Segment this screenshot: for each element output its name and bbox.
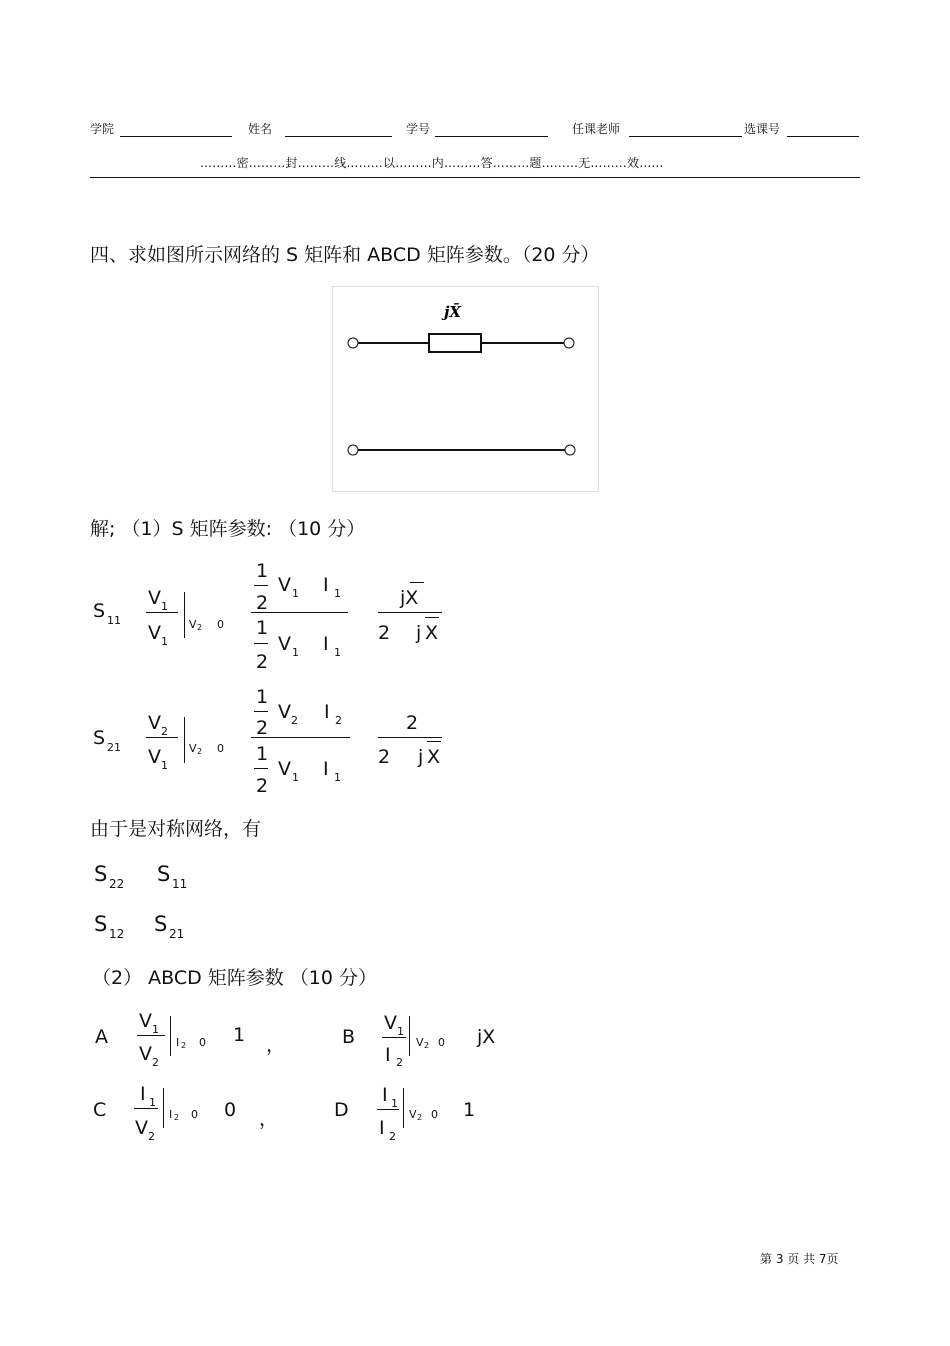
s11-v1b: V — [278, 633, 291, 655]
d-num-i: I — [382, 1084, 388, 1106]
port2-top-terminal — [564, 338, 574, 348]
c-den-v: V — [135, 1117, 148, 1139]
b-den-sub: 2 — [396, 1056, 403, 1069]
s11-i1b-sub: 1 — [334, 646, 341, 659]
s11-frac-bar — [146, 612, 178, 613]
s21-v2-sub: 2 — [291, 714, 298, 727]
s11-half-bar — [254, 585, 268, 586]
s22-rhs-sub: 11 — [172, 877, 188, 891]
c-eval-bar — [163, 1088, 164, 1128]
d-frac-bar — [377, 1109, 399, 1110]
s11-result-num: jX — [400, 587, 419, 609]
a-cond-i: I — [176, 1036, 180, 1049]
c-cond-sub: 2 — [174, 1113, 180, 1122]
student-id-blank[interactable] — [435, 136, 548, 137]
b-num-sub: 1 — [397, 1025, 404, 1038]
s21-result-bar — [378, 737, 442, 738]
a-cond-val: 0 — [199, 1036, 206, 1049]
s21-main-bar — [251, 737, 350, 738]
name-blank[interactable] — [285, 136, 392, 137]
s21-v1: V — [278, 758, 291, 780]
s21-half2-bar — [254, 768, 268, 769]
s11-result-num-overline — [410, 582, 424, 583]
s22-symbol: S — [94, 862, 108, 886]
a-den-v: V — [139, 1043, 152, 1065]
c-num-sub: 1 — [149, 1096, 156, 1109]
s11-half2-bar — [254, 643, 268, 644]
d-cond-v: V — [409, 1108, 417, 1121]
course-no-blank[interactable] — [787, 136, 859, 137]
teacher-blank[interactable] — [629, 136, 742, 137]
d-den-i: I — [379, 1117, 385, 1139]
s11-i1-sub: 1 — [334, 587, 341, 600]
b-frac-bar — [382, 1037, 406, 1038]
s21-half2-den: 2 — [256, 775, 269, 797]
s11-eval-bar — [184, 592, 185, 638]
b-value: jX — [477, 1026, 496, 1048]
s11-v1b-sub: 1 — [292, 646, 299, 659]
d-cond-sub: 2 — [417, 1113, 423, 1122]
s-matrix-heading: 解; （1）S 矩阵参数: （10 分） — [90, 518, 366, 540]
port1-bottom-terminal — [348, 445, 358, 455]
s21-half-den: 2 — [256, 717, 269, 739]
college-label: 学院 — [90, 122, 115, 136]
abcd-c-label: C — [93, 1099, 107, 1121]
s21-cond-val: 0 — [217, 742, 224, 755]
b-eval-bar — [409, 1016, 410, 1056]
s11-sub: 11 — [107, 614, 121, 627]
port1-top-terminal — [348, 338, 358, 348]
b-cond-v: V — [416, 1036, 424, 1049]
s11-num-sub: 1 — [161, 600, 168, 613]
c-comma: ， — [259, 1108, 279, 1130]
s11-num-v: V — [148, 587, 161, 609]
s11-result-den-j: j — [416, 622, 422, 644]
s11-half2-num: 1 — [256, 617, 269, 639]
s21-i1: I — [323, 758, 329, 780]
s12-rhs-symbol: S — [154, 912, 168, 936]
abcd-a-label: A — [95, 1026, 108, 1048]
d-value: 1 — [463, 1099, 476, 1121]
s21-half-num: 1 — [256, 686, 269, 708]
d-eval-bar — [403, 1088, 404, 1128]
a-comma: ， — [266, 1034, 286, 1056]
abcd-d-label: D — [334, 1099, 349, 1121]
s11-v1: V — [278, 574, 291, 596]
s21-result-den-2: 2 — [378, 746, 391, 768]
s21-den-sub: 1 — [161, 759, 168, 772]
s21-result-den-overline — [427, 741, 441, 742]
a-num-sub: 1 — [152, 1023, 159, 1036]
s12-rhs-sub: 21 — [169, 927, 185, 941]
name-label: 姓名 — [248, 122, 273, 136]
abcd-b-label: B — [342, 1026, 356, 1048]
c-cond-i: I — [169, 1108, 173, 1121]
a-eval-bar — [170, 1016, 171, 1056]
s11-cond-v: V — [189, 618, 197, 631]
s22-rhs-symbol: S — [157, 862, 171, 886]
s11-result-den-overline — [425, 617, 439, 618]
s11-den-sub: 1 — [161, 635, 168, 648]
d-den-sub: 2 — [389, 1130, 396, 1143]
s11-den-v: V — [148, 622, 161, 644]
circuit-figure — [332, 286, 600, 492]
s11-half-num: 1 — [256, 560, 269, 582]
reactance-label: jX̄ — [444, 303, 462, 321]
teacher-label: 任课老师 — [572, 122, 621, 136]
s21-i2-sub: 2 — [335, 714, 342, 727]
s11-result-bar — [378, 612, 442, 613]
s11-result-den-2: 2 — [378, 622, 391, 644]
s21-i1-sub: 1 — [334, 771, 341, 784]
s12-symbol: S — [94, 912, 108, 936]
s21-half2-num: 1 — [256, 743, 269, 765]
seal-line-text: ………密………封………线………以………内………答………题………无………效…… — [200, 156, 664, 170]
question-title: 四、求如图所示网络的 S 矩阵和 ABCD 矩阵参数。（20 分） — [90, 244, 600, 266]
page-number: 第 3 页 共 7页 — [760, 1252, 839, 1266]
s21-eval-bar — [184, 717, 185, 763]
student-id-label: 学号 — [406, 122, 431, 136]
s21-frac-bar — [146, 737, 178, 738]
course-no-label: 选课号 — [744, 122, 781, 136]
a-cond-sub: 2 — [181, 1041, 187, 1050]
seal-rule — [90, 177, 860, 178]
s22-sub: 22 — [109, 877, 125, 891]
s21-half-bar — [254, 711, 268, 712]
reactance-element — [429, 334, 481, 352]
s21-cond-sub: 2 — [197, 747, 203, 756]
d-cond-val: 0 — [431, 1108, 438, 1121]
c-value: 0 — [224, 1099, 237, 1121]
b-den-i: I — [385, 1044, 391, 1066]
d-num-sub: 1 — [391, 1097, 398, 1110]
b-cond-sub: 2 — [424, 1041, 430, 1050]
s11-result-den-x: X — [425, 622, 439, 644]
b-num-v: V — [384, 1012, 397, 1034]
s11-symbol: S — [93, 600, 106, 622]
s21-v1-sub: 1 — [292, 771, 299, 784]
s21-i2: I — [324, 701, 330, 723]
a-frac-bar — [137, 1035, 165, 1036]
s21-v2: V — [278, 701, 291, 723]
symmetric-note: 由于是对称网络，有 — [90, 818, 262, 840]
college-blank[interactable] — [120, 136, 232, 137]
s11-main-bar — [251, 612, 348, 613]
s11-v1-sub: 1 — [292, 587, 299, 600]
s21-symbol: S — [93, 727, 106, 749]
c-num-i: I — [140, 1083, 146, 1105]
s11-half2-den: 2 — [256, 651, 269, 673]
s11-i1: I — [323, 574, 329, 596]
c-frac-bar — [134, 1108, 158, 1109]
b-cond-val: 0 — [438, 1036, 445, 1049]
s21-result-den-j: j — [418, 746, 424, 768]
s11-cond-val: 0 — [217, 618, 224, 631]
figure-frame — [333, 287, 599, 492]
a-den-sub: 2 — [152, 1056, 159, 1069]
s21-result-num: 2 — [406, 712, 419, 734]
port2-bottom-terminal — [565, 445, 575, 455]
s21-num-sub: 2 — [161, 725, 168, 738]
a-value: 1 — [233, 1024, 246, 1046]
s21-cond-v: V — [189, 742, 197, 755]
c-cond-val: 0 — [191, 1108, 198, 1121]
s21-result-den-x: X — [427, 746, 441, 768]
s21-num-v: V — [148, 712, 161, 734]
s11-cond-sub: 2 — [197, 623, 203, 632]
s11-half-den: 2 — [256, 592, 269, 614]
c-den-sub: 2 — [148, 1130, 155, 1143]
s12-sub: 12 — [109, 927, 125, 941]
a-num-v: V — [139, 1010, 152, 1032]
s11-i1b: I — [323, 633, 329, 655]
s21-sub: 21 — [107, 741, 121, 754]
abcd-heading: （2） ABCD 矩阵参数 （10 分） — [92, 967, 378, 989]
s21-den-v: V — [148, 746, 161, 768]
